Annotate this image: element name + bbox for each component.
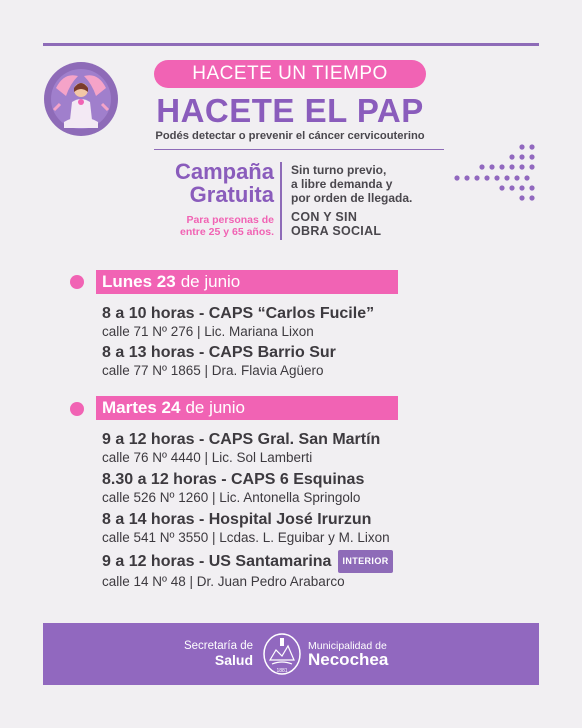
entry-address: calle 526 Nº 1260 | Lic. Antonella Springolo xyxy=(102,490,361,505)
schedule-entry xyxy=(102,550,522,590)
entry-heading: 8 a 10 horas - CAPS “Carlos Fucile” xyxy=(102,305,375,322)
coverage-line-1: CON Y SIN xyxy=(291,210,358,224)
coverage-line-2: OBRA SOCIAL xyxy=(291,224,382,238)
secretaria-label: Secretaría de xyxy=(183,640,253,652)
age-note-line-2: entre 25 y 65 años. xyxy=(180,226,274,238)
secretaria-logo xyxy=(43,639,253,667)
svg-text:1881: 1881 xyxy=(276,668,288,674)
entry-address: calle 541 Nº 3550 | Lcdas. L. Eguibar y M. Lixon xyxy=(102,530,390,545)
day-weekday: Martes 24 xyxy=(102,398,181,417)
schedule-entry xyxy=(102,510,522,546)
day-header xyxy=(96,396,398,420)
slogan-pill: HACETE UN TIEMPO xyxy=(154,60,426,88)
walkin-line-1: Sin turno previo, xyxy=(291,163,387,177)
day-header xyxy=(96,270,398,294)
age-note xyxy=(150,214,274,238)
municipal-logo xyxy=(308,639,488,667)
entry-address: calle 71 Nº 276 | Lic. Mariana Lixon xyxy=(102,324,314,339)
woman-emblem-icon xyxy=(44,62,118,136)
entry-heading-row xyxy=(102,550,522,573)
footer-band xyxy=(43,623,539,685)
top-divider xyxy=(43,43,539,46)
schedule-entry xyxy=(102,343,522,379)
coverage-note xyxy=(291,210,451,238)
entry-heading: 8.30 a 12 horas - CAPS 6 Esquinas xyxy=(102,471,365,488)
schedule-entry xyxy=(102,470,522,506)
secretaria-name: Salud xyxy=(214,652,253,668)
subtitle-divider xyxy=(154,149,444,150)
schedule-entry xyxy=(102,430,522,466)
walkin-line-2: a libre demanda y xyxy=(291,177,393,191)
day-bullet-icon xyxy=(70,275,84,289)
entry-address: calle 76 Nº 4440 | Lic. Sol Lamberti xyxy=(102,450,313,465)
entry-heading: 8 a 13 horas - CAPS Barrio Sur xyxy=(102,344,336,361)
walkin-line-3: por orden de llegada. xyxy=(291,191,413,205)
necochea-crest-icon xyxy=(262,632,302,676)
municipal-label: Municipalidad de xyxy=(308,640,387,652)
day-month: de junio xyxy=(180,272,241,291)
day-month: de junio xyxy=(185,398,245,417)
entry-heading: 8 a 14 horas - Hospital José Irurzun xyxy=(102,511,372,528)
day-bullet-icon xyxy=(70,402,84,416)
campaign-divider xyxy=(280,162,282,240)
entry-heading: 9 a 12 horas - CAPS Gral. San Martín xyxy=(102,431,381,448)
page-title: HACETE EL PAP xyxy=(156,92,424,129)
schedule-entry xyxy=(102,304,522,340)
subtitle: Podés detectar o prevenir el cáncer cervicouterino xyxy=(155,130,425,142)
day-weekday: Lunes 23 xyxy=(102,272,176,291)
interior-badge: INTERIOR xyxy=(338,550,392,573)
decorative-dots-icon xyxy=(452,142,542,204)
walkin-note xyxy=(291,163,451,205)
entry-heading: 9 a 12 horas - US Santamarina xyxy=(102,553,332,570)
entry-address: calle 14 Nº 48 | Dr. Juan Pedro Arabarco xyxy=(102,574,345,589)
age-note-line-1: Para personas de xyxy=(186,214,274,226)
campaign-line-2: Gratuita xyxy=(189,182,274,207)
municipal-name: Necochea xyxy=(308,650,389,669)
campaign-title xyxy=(150,160,274,206)
entry-address: calle 77 Nº 1865 | Dra. Flavia Agüero xyxy=(102,363,324,378)
campaign-line-1: Campaña xyxy=(174,159,274,184)
